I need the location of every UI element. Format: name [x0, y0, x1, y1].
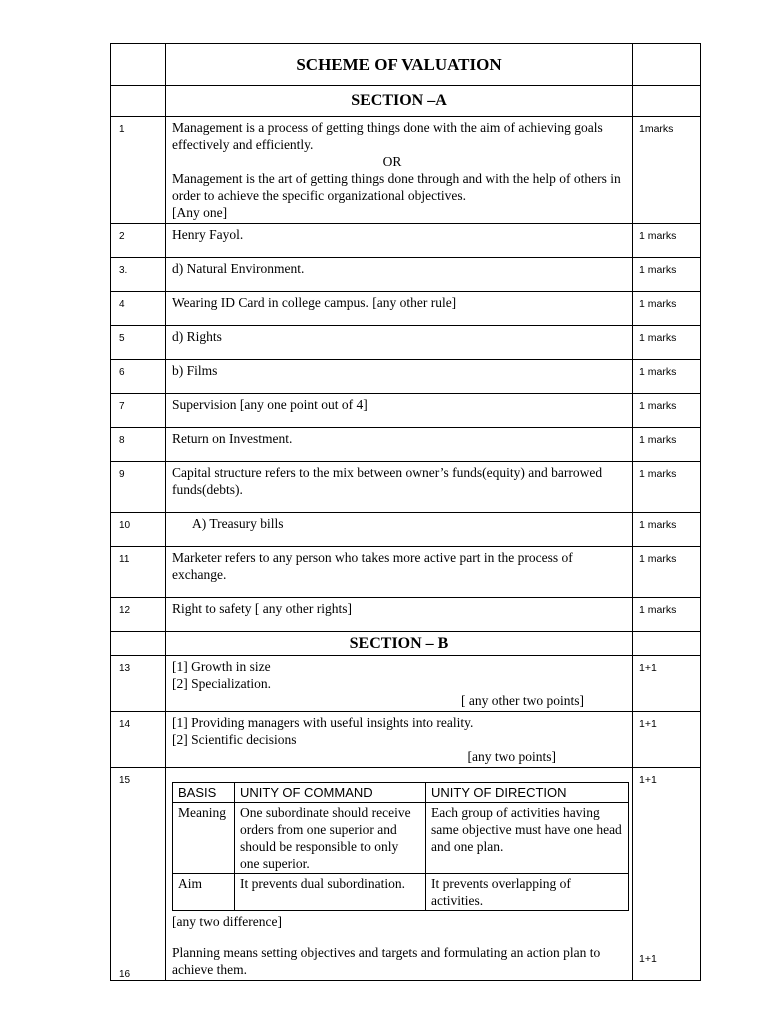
question-number: 1 [111, 117, 166, 224]
answer-text: Return on Investment. [166, 428, 633, 462]
question-number-cell [111, 768, 166, 981]
marks-cell: 1 marks [633, 394, 701, 428]
question-number: 13 [111, 656, 166, 712]
table-row [111, 326, 701, 360]
column-header: BASIS [173, 783, 235, 803]
page-title: SCHEME OF VALUATION [166, 44, 633, 86]
answer-text: Planning means setting objectives and targets and formulating an action plan to achieve them. [172, 945, 601, 977]
answer-note: [any two difference] [172, 914, 282, 929]
marks-cell: 1+1 [633, 656, 701, 712]
blank-cell [633, 44, 701, 86]
table-row [111, 258, 701, 292]
marks-value: 1+1 [639, 953, 657, 965]
marks-cell: 1 marks [633, 462, 701, 513]
comparison-row [173, 874, 629, 911]
answer-note: [any two points] [467, 749, 556, 764]
or-separator: OR [382, 154, 402, 169]
table-row [111, 292, 701, 326]
answer-note: [ any other two points] [461, 693, 584, 708]
marks-cell: 1 marks [633, 326, 701, 360]
answer-text: d) Natural Environment. [166, 258, 633, 292]
table-row [111, 224, 701, 258]
answer-text: A) Treasury bills [192, 516, 284, 531]
basis-cell: Meaning [173, 803, 235, 874]
marks-cell: 1 marks [633, 360, 701, 394]
table-row [111, 598, 701, 632]
answer-text: d) Rights [166, 326, 633, 360]
question-number: 4 [111, 292, 166, 326]
answer-cell [166, 117, 633, 224]
answer-text: Marketer refers to any person who takes more active part in the process of exchange. [166, 547, 633, 598]
answer-text: Wearing ID Card in college campus. [any other rule] [166, 292, 633, 326]
table-row [111, 394, 701, 428]
valuation-table [110, 43, 701, 981]
blank-cell [633, 86, 701, 117]
blank-cell [111, 632, 166, 656]
table-row [111, 117, 701, 224]
answer-text: b) Films [166, 360, 633, 394]
column-header: UNITY OF DIRECTION [426, 783, 629, 803]
answer-cell [166, 513, 633, 547]
question-number: 15 [119, 775, 131, 786]
question-number: 14 [111, 712, 166, 768]
basis-cell: Aim [173, 874, 235, 911]
question-number: 16 [119, 969, 131, 980]
answer-text: Supervision [any one point out of 4] [166, 394, 633, 428]
question-number: 7 [111, 394, 166, 428]
question-number: 12 [111, 598, 166, 632]
title-row [111, 44, 701, 86]
answer-text: Management is the art of getting things done through and with the help of others in order to achieve the specific organizational objectives. [172, 171, 621, 203]
question-number: 9 [111, 462, 166, 513]
blank-cell [111, 44, 166, 86]
comparison-header [173, 783, 629, 803]
answer-text: [2] Specialization. [172, 676, 271, 691]
question-number: 2 [111, 224, 166, 258]
answer-text: Capital structure refers to the mix between owner’s funds(equity) and barrowed funds(debts). [166, 462, 633, 513]
question-number: 6 [111, 360, 166, 394]
answer-note: [Any one] [172, 205, 228, 220]
blank-cell [633, 632, 701, 656]
section-b-row [111, 632, 701, 656]
table-row [111, 712, 701, 768]
question-number: 5 [111, 326, 166, 360]
question-number: 3. [111, 258, 166, 292]
table-row [111, 768, 701, 981]
marks-cell: 1 marks [633, 224, 701, 258]
marks-cell: 1 marks [633, 547, 701, 598]
table-row [111, 360, 701, 394]
comparison-table [172, 782, 629, 911]
marks-cell: 1 marks [633, 258, 701, 292]
command-cell: One subordinate should receive orders from one superior and should be responsible to only one superior. [235, 803, 426, 874]
section-a-heading: SECTION –A [166, 86, 633, 117]
direction-cell: It prevents overlapping of activities. [426, 874, 629, 911]
marks-cell: 1+1 [633, 712, 701, 768]
comparison-row [173, 803, 629, 874]
direction-cell: Each group of activities having same objective must have one head and one plan. [426, 803, 629, 874]
marks-cell: 1 marks [633, 513, 701, 547]
marks-cell: 1 marks [633, 428, 701, 462]
answer-cell [166, 712, 633, 768]
answer-text: Henry Fayol. [166, 224, 633, 258]
command-cell: It prevents dual subordination. [235, 874, 426, 911]
answer-text: [1] Growth in size [172, 659, 271, 674]
table-row [111, 428, 701, 462]
section-b-heading: SECTION – B [166, 632, 633, 656]
question-number: 10 [111, 513, 166, 547]
question-number: 11 [111, 547, 166, 598]
question-number: 8 [111, 428, 166, 462]
marks-cell [633, 768, 701, 981]
answer-text: Right to safety [ any other rights] [166, 598, 633, 632]
answer-text: [2] Scientific decisions [172, 732, 297, 747]
marks-cell: 1 marks [633, 598, 701, 632]
answer-text: Management is a process of getting things done with the aim of achieving goals effectively and efficiently. [172, 120, 603, 152]
answer-cell [166, 656, 633, 712]
blank-cell [111, 86, 166, 117]
table-row [111, 547, 701, 598]
table-row [111, 513, 701, 547]
marks-cell: 1 marks [633, 292, 701, 326]
answer-cell [166, 768, 633, 981]
section-a-row [111, 86, 701, 117]
answer-text: [1] Providing managers with useful insights into reality. [172, 715, 474, 730]
marks-cell: 1marks [633, 117, 701, 224]
table-row [111, 656, 701, 712]
marks-value: 1+1 [639, 774, 657, 786]
column-header: UNITY OF COMMAND [235, 783, 426, 803]
table-row [111, 462, 701, 513]
